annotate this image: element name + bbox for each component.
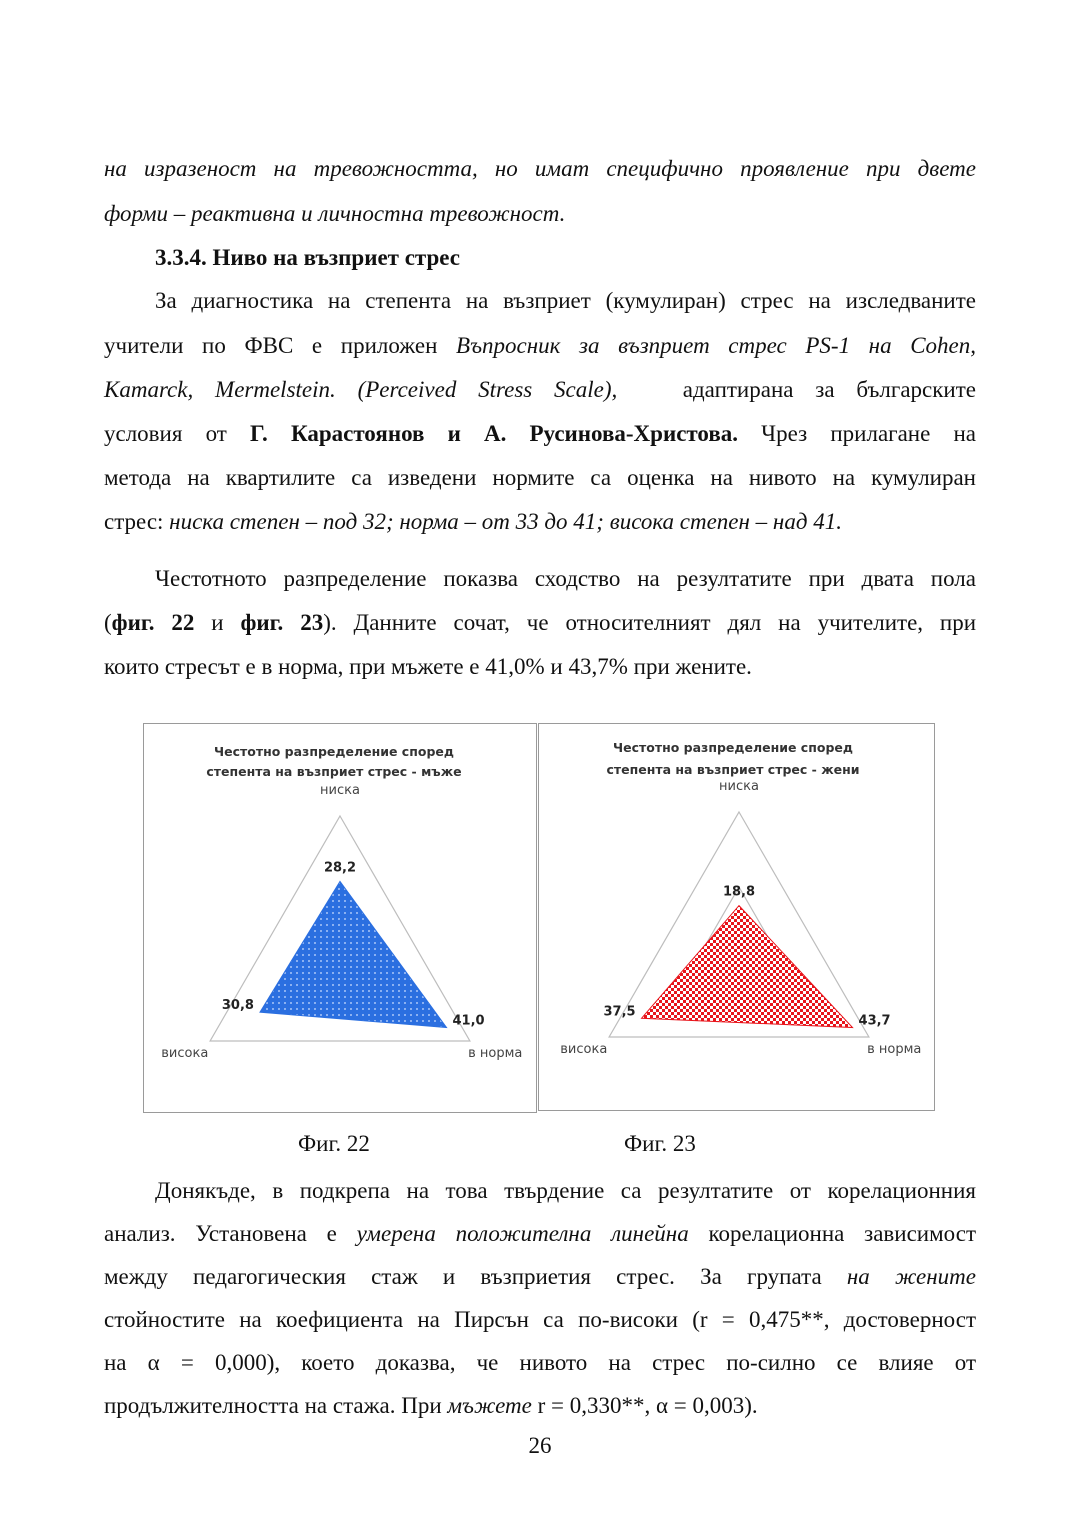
data-area	[260, 881, 447, 1027]
figure-22-caption: Фиг. 22	[298, 1131, 370, 1156]
intro-line-1: на изразеност на тревожността, но имат специфично проявление при двете	[104, 156, 976, 181]
para3-line-5: на α = 0,000), което доказва, че нивото на стрес по-силно се влияе от	[104, 1350, 976, 1375]
data-label: 18,8	[722, 884, 756, 900]
axis-label: в норма	[867, 1042, 922, 1057]
figure-22	[143, 723, 537, 1113]
figure-23	[538, 723, 935, 1111]
para3-line-4: стойностите на коефициента на Пирсън са по-високи (r = 0,475**, достоверност	[104, 1307, 976, 1332]
axis-label: висока	[161, 1046, 209, 1061]
para2-line-3: които стресът е в норма, при мъжете е 41,0% и 43,7% при жените.	[104, 654, 752, 679]
page-number: 26	[528, 1433, 552, 1458]
para1-line-6: стрес: ниска степен – под 32; норма – от 33 до 41; висока степен – над 41.	[104, 509, 842, 534]
chart-title-line-2: степента на възприет стрес - жени	[606, 762, 860, 777]
data-label: 37,5	[603, 1004, 636, 1020]
para1-line-5: метода на квартилите са изведени нормите са оценка на нивото на кумулиран	[104, 465, 976, 490]
data-area	[642, 906, 853, 1028]
radar-chart-women	[539, 724, 934, 1110]
intro-line-2: форми – реактивна и личностна тревожност.	[104, 201, 566, 226]
para1-line-4: условия от Г. Карастоянов и А. Русинова-Христова. Чрез прилагане на	[104, 421, 976, 446]
chart-title-line-2: степента на възприет стрес - мъже	[206, 764, 462, 779]
axis-label: ниска	[320, 783, 360, 798]
radar-chart-men	[144, 724, 536, 1112]
para1-line-3: Kamarck, Mermelstein. (Perceived Stress Scale), адаптирана за българските	[104, 377, 976, 402]
data-label: 30,8	[221, 998, 254, 1014]
chart-title-line-1: Честотно разпределение според	[613, 740, 853, 755]
para2-line-1: Честотното разпределение показва сходство на резултатите при двата пола	[155, 566, 976, 591]
chart-title-line-1: Честотно разпределение според	[214, 744, 454, 759]
data-label: 41,0	[452, 1013, 485, 1029]
para3-line-1: Донякъде, в подкрепа на това твърдение са резултатите от корелационния	[155, 1178, 976, 1203]
para1-line-1: За диагностика на степента на възприет (кумулиран) стрес на изследваните	[155, 288, 976, 313]
axis-label: ниска	[719, 779, 759, 794]
section-heading: 3.3.4. Ниво на възприет стрес	[155, 245, 460, 270]
para3-line-2: анализ. Установена е умерена положителна линейна корелационна зависимост	[104, 1221, 977, 1246]
para3-line-6: продължителността на стажа. При мъжете r = 0,330**, α = 0,003).	[104, 1393, 758, 1418]
axis-label: висока	[560, 1042, 608, 1057]
data-label: 28,2	[323, 860, 357, 876]
axis-label: в норма	[468, 1046, 523, 1061]
para2-line-2: (фиг. 22 и фиг. 23). Данните сочат, че относителният дял на учителите, при	[104, 610, 977, 635]
para3-line-3: между педагогическия стаж и възприетия стрес. За групата на жените	[104, 1264, 976, 1289]
figure-23-caption: Фиг. 23	[624, 1131, 696, 1156]
data-label: 43,7	[858, 1013, 891, 1029]
para1-line-2: учители по ФВС е приложен Въпросник за възприет стрес PS-1 на Cohen,	[104, 333, 977, 358]
